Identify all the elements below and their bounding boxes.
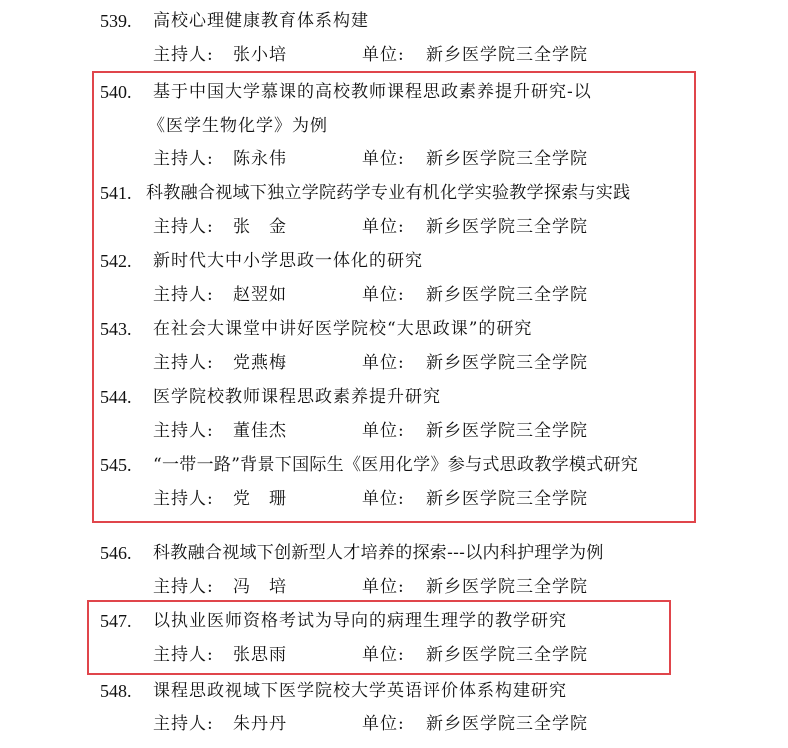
- entry-title: 高校心理健康教育体系构建: [153, 11, 369, 31]
- unit-label: 单位:: [362, 577, 405, 597]
- host-label: 主持人:: [153, 645, 214, 665]
- unit-name: 新乡医学院三全学院: [426, 421, 588, 441]
- host-name: 朱丹丹: [233, 714, 287, 734]
- entry-title: 新时代大中小学思政一体化的研究: [153, 251, 423, 271]
- host-name: 董佳杰: [233, 421, 287, 441]
- unit-label: 单位:: [362, 421, 405, 441]
- entry-title: 医学院校教师课程思政素养提升研究: [153, 387, 441, 407]
- host-label: 主持人:: [153, 45, 214, 65]
- host-name: 张思雨: [233, 645, 287, 665]
- unit-name: 新乡医学院三全学院: [426, 353, 588, 373]
- entry-title: 基于中国大学慕课的高校教师课程思政素养提升研究-以: [153, 82, 592, 102]
- host-label: 主持人:: [153, 149, 214, 169]
- entry-number: 542.: [100, 251, 132, 271]
- entry-number: 544.: [100, 387, 132, 407]
- entry-number: 547.: [100, 611, 132, 631]
- entry-number: 545.: [100, 455, 132, 475]
- unit-name: 新乡医学院三全学院: [426, 285, 588, 305]
- unit-name: 新乡医学院三全学院: [426, 149, 588, 169]
- host-name: 党燕梅: [233, 353, 287, 373]
- entry-number: 539.: [100, 11, 132, 31]
- entry-title: 以执业医师资格考试为导向的病理生理学的教学研究: [153, 611, 567, 631]
- entry-number: 548.: [100, 681, 132, 701]
- host-label: 主持人:: [153, 217, 214, 237]
- entry-title: “一带一路”背景下国际生《医用化学》参与式思政教学模式研究: [153, 455, 639, 475]
- entry-title: 科教融合视域下独立学院药学专业有机化学实验教学探索与实践: [146, 183, 631, 203]
- unit-name: 新乡医学院三全学院: [426, 577, 588, 597]
- unit-label: 单位:: [362, 285, 405, 305]
- entry-number: 540.: [100, 82, 132, 102]
- unit-name: 新乡医学院三全学院: [426, 714, 588, 734]
- host-label: 主持人:: [153, 489, 214, 509]
- unit-label: 单位:: [362, 217, 405, 237]
- host-name: 张小培: [233, 45, 287, 65]
- unit-name: 新乡医学院三全学院: [426, 489, 588, 509]
- unit-label: 单位:: [362, 645, 405, 665]
- unit-label: 单位:: [362, 714, 405, 734]
- entry-title: 在社会大课堂中讲好医学院校“大思政课”的研究: [153, 319, 533, 339]
- unit-label: 单位:: [362, 489, 405, 509]
- unit-name: 新乡医学院三全学院: [426, 45, 588, 65]
- entry-number: 546.: [100, 543, 132, 563]
- unit-label: 单位:: [362, 353, 405, 373]
- host-label: 主持人:: [153, 285, 214, 305]
- host-name: 冯 培: [233, 577, 287, 597]
- unit-name: 新乡医学院三全学院: [426, 217, 588, 237]
- entry-number: 543.: [100, 319, 132, 339]
- unit-label: 单位:: [362, 45, 405, 65]
- entry-title: 科教融合视域下创新型人才培养的探索---以内科护理学为例: [153, 543, 604, 563]
- host-name: 党 珊: [233, 489, 287, 509]
- unit-label: 单位:: [362, 149, 405, 169]
- host-name: 张 金: [233, 217, 287, 237]
- host-label: 主持人:: [153, 714, 214, 734]
- unit-name: 新乡医学院三全学院: [426, 645, 588, 665]
- host-label: 主持人:: [153, 577, 214, 597]
- entry-number: 541.: [100, 183, 132, 203]
- host-label: 主持人:: [153, 353, 214, 373]
- entry-title-continuation: 《医学生物化学》为例: [148, 116, 328, 136]
- host-label: 主持人:: [153, 421, 214, 441]
- entry-title: 课程思政视域下医学院校大学英语评价体系构建研究: [153, 681, 567, 701]
- host-name: 赵翌如: [233, 285, 287, 305]
- host-name: 陈永伟: [233, 149, 287, 169]
